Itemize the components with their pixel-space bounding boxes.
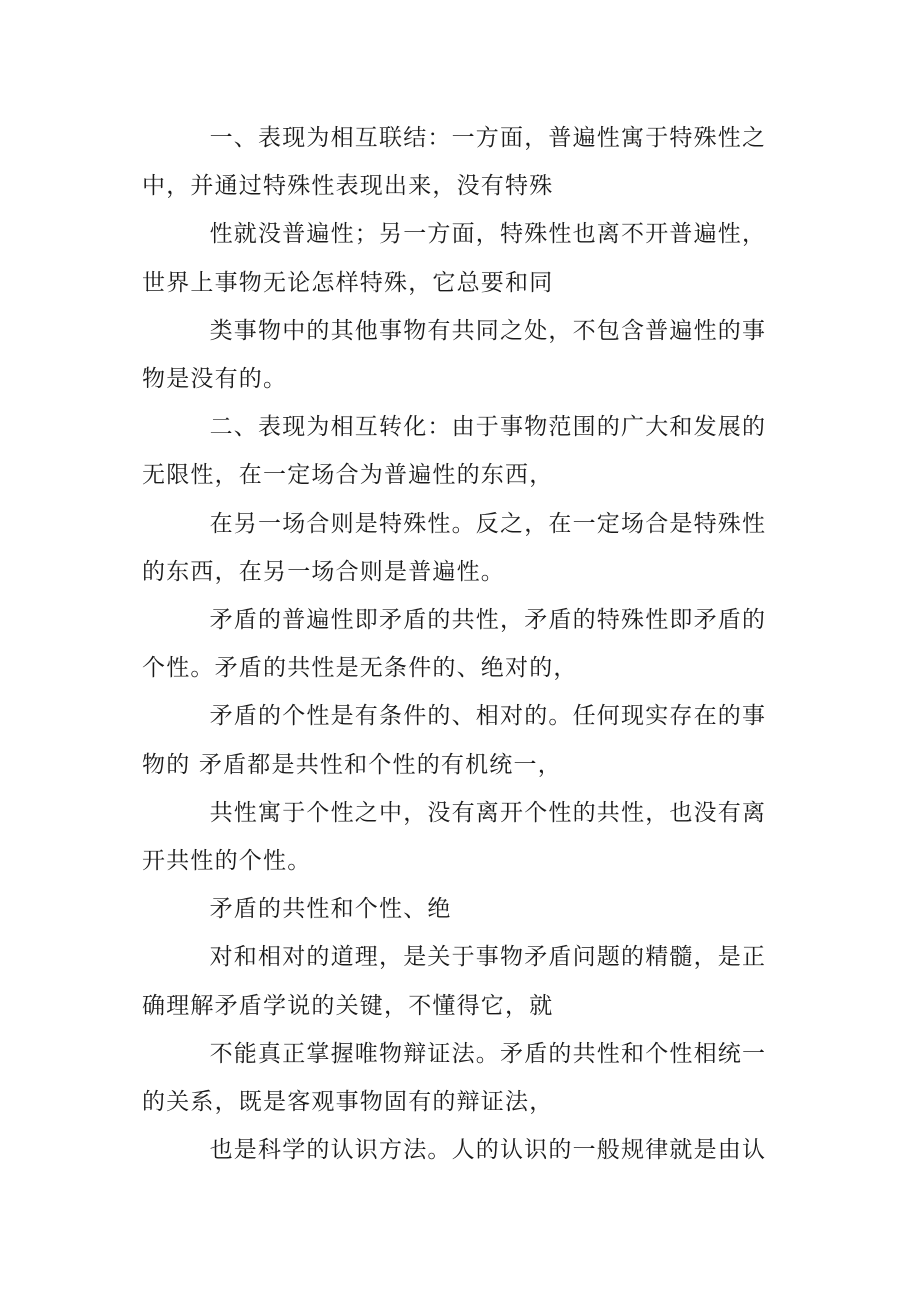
paragraph-5: 在另一场合则是特殊性。反之，在一定场合是特殊性的东西，在另一场合则是普遍性。 <box>142 510 767 585</box>
paragraph-9: 矛盾的共性和个性、绝 <box>209 896 452 923</box>
paragraph-11: 不能真正掌握唯物辩证法。矛盾的共性和个性相统一的关系，既是客观事物固有的辩证法， <box>142 1040 767 1116</box>
paragraph-8: 共性寓于个性之中，没有离开个性的共性，也没有离开共性的个性。 <box>142 799 767 875</box>
paragraph-10: 对和相对的道理，是关于事物矛盾问题的精髓，是正确理解矛盾学说的关键，不懂得它，就 <box>142 944 767 1019</box>
document-body <box>142 114 782 1174</box>
paragraph-2: 性就没普遍性；另一方面，特殊性也离不开普遍性，世界上事物无论怎样特殊，它总要和同 <box>142 221 767 296</box>
paragraph-7: 矛盾的个性是有条件的、相对的。任何现实存在的事物的 矛盾都是共性和个性的有机统一， <box>142 703 767 778</box>
paragraph-12: 也是科学的认识方法。人的认识的一般规律就是由认 <box>209 1137 767 1164</box>
paragraph-4: 二、表现为相互转化：由于事物范围的广大和发展的无限性，在一定场合为普遍性的东西， <box>142 414 767 489</box>
paragraph-6: 矛盾的普遍性即矛盾的共性，矛盾的特殊性即矛盾的个性。矛盾的共性是无条件的、绝对的， <box>142 607 767 682</box>
paragraph-3: 类事物中的其他事物有共同之处，不包含普遍性的事物是没有的。 <box>142 317 767 393</box>
paragraph-1: 一、表现为相互联结：一方面，普遍性寓于特殊性之中，并通过特殊性表现出来，没有特殊 <box>142 125 767 200</box>
